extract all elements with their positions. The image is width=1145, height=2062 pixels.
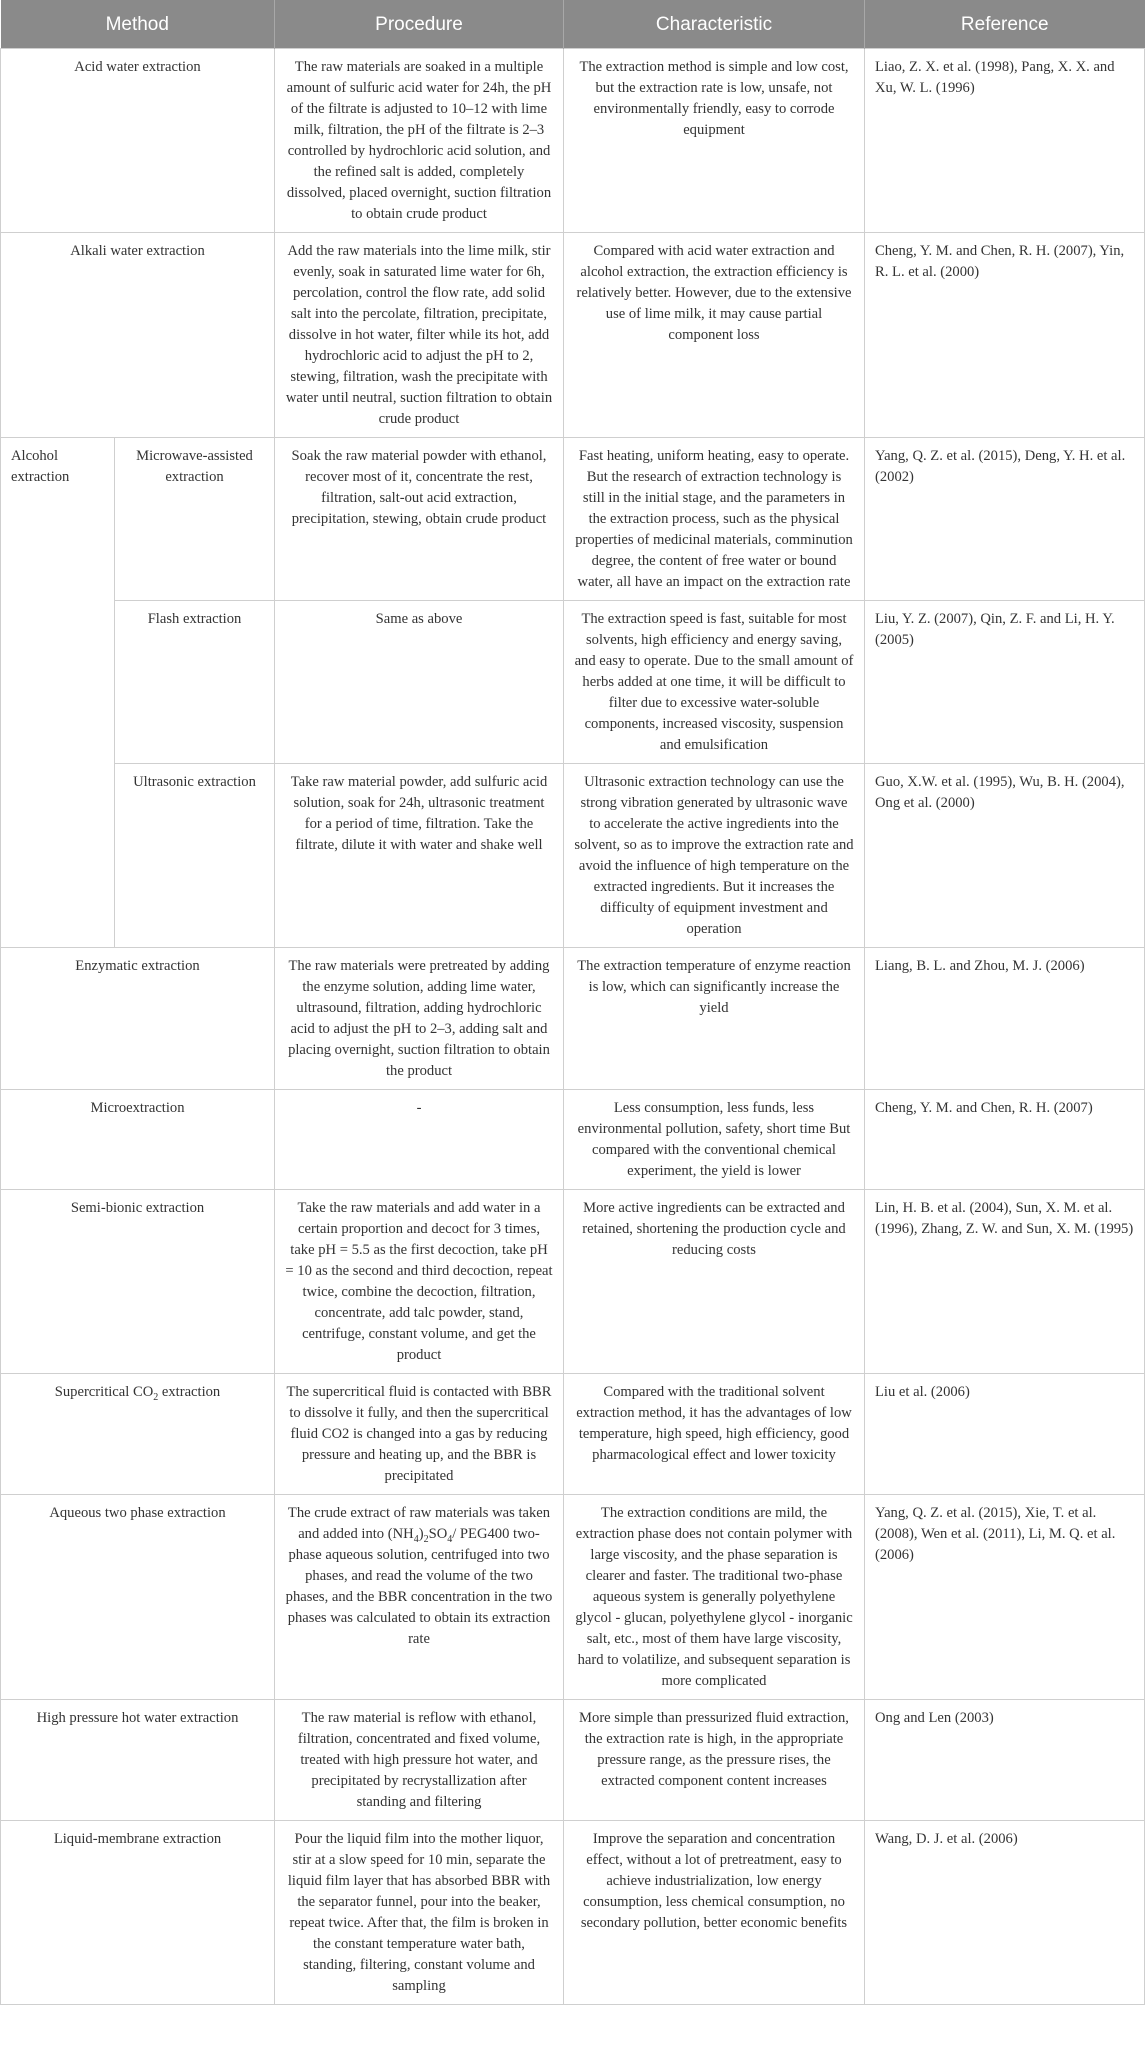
reference-cell: Yang, Q. Z. et al. (2015), Deng, Y. H. et al. (2002) [865,438,1145,601]
characteristic-cell: Compared with the traditional solvent extraction method, it has the advantages of low temperature, high speed, high efficiency, good pharmacological effect and lower toxicity [564,1374,865,1495]
subscript: 2 [423,1533,429,1545]
procedure-text: / PEG400 two-phase aqueous solution, centrifuged into two phases, and read the volume of the two phases, and the BBR concentration in the two phases was calculated to obtain its extraction rate [285,1526,553,1647]
characteristic-cell: The extraction conditions are mild, the extraction phase does not contain polymer with large viscosity, and the phase separation is clearer and faster. The traditional two-phase aqueous system is generally polyethylene glycol - glucan, polyethylene glycol - inorganic salt, etc., most of them have large viscosity, hard to volatilize, and subsequent separation is more complicated [564,1495,865,1700]
method-text: extraction [158,1384,221,1400]
table-row [1,601,1145,764]
method-cell: Alkali water extraction [1,233,275,438]
characteristic-cell: Improve the separation and concentration effect, without a lot of pretreatment, easy to achieve industrialization, low energy consumption, less chemical consumption, no secondary pollution, better economic benefits [564,1821,865,2005]
method-cell: Ultrasonic extraction [115,764,275,948]
procedure-cell: Pour the liquid film into the mother liquor, stir at a slow speed for 10 min, separate the liquid film layer that has absorbed BBR with the separator funnel, pour into the beaker, repeat twice. After that, the film is broken in the constant temperature water bath, standing, filtering, constant volume and sampling [275,1821,564,2005]
reference-cell: Yang, Q. Z. et al. (2015), Xie, T. et al. (2008), Wen et al. (2011), Li, M. Q. et al. (2006) [865,1495,1145,1700]
table-body [1,49,1145,2005]
table-row [1,1090,1145,1190]
procedure-text: The crude extract of raw materials was taken and added into (NH [287,1505,551,1542]
reference-cell: Liu et al. (2006) [865,1374,1145,1495]
method-cell: Aqueous two phase extraction [1,1495,275,1700]
method-cell: Semi-bionic extraction [1,1190,275,1374]
procedure-cell: The raw materials were pretreated by adding the enzyme solution, adding lime water, ultrasound, filtration, adding hydrochloric acid to adjust the pH to 2–3, adding salt and placing overnight, suction filtration to obtain the product [275,948,564,1090]
characteristic-cell: More active ingredients can be extracted and retained, shortening the production cycle and reducing costs [564,1190,865,1374]
table-row [1,1821,1145,2005]
reference-cell: Ong and Len (2003) [865,1700,1145,1821]
header-row [1,0,1145,49]
subscript: 2 [153,1391,159,1403]
method-cell: Microextraction [1,1090,275,1190]
procedure-cell: Take raw material powder, add sulfuric acid solution, soak for 24h, ultrasonic treatment for a period of time, filtration. Take the filtrate, dilute it with water and shake well [275,764,564,948]
characteristic-cell: Compared with acid water extraction and alcohol extraction, the extraction efficiency is relatively better. However, due to the extensive use of lime milk, it may cause partial component loss [564,233,865,438]
method-text: Supercritical CO [54,1384,154,1400]
subscript: 4 [413,1533,419,1545]
table-row [1,1495,1145,1700]
procedure-text: SO [428,1526,448,1542]
characteristic-cell: Less consumption, less funds, less environmental pollution, safety, short time But compared with the conventional chemical experiment, the yield is lower [564,1090,865,1190]
procedure-cell: Same as above [275,601,564,764]
table-row [1,438,1145,601]
header-reference: Reference [865,0,1145,49]
method-cell: Acid water extraction [1,49,275,233]
table-row [1,233,1145,438]
procedure-cell: Add the raw materials into the lime milk, stir evenly, soak in saturated lime water for 6h, percolation, control the flow rate, add solid salt into the percolate, filtration, precipitate, dissolve in hot water, filter while its hot, add hydrochloric acid to adjust the pH to 2, stewing, filtration, wash the precipitate with water until neutral, suction filtration to obtain crude product [275,233,564,438]
reference-cell: Liang, B. L. and Zhou, M. J. (2006) [865,948,1145,1090]
reference-cell: Cheng, Y. M. and Chen, R. H. (2007) [865,1090,1145,1190]
procedure-cell: Take the raw materials and add water in a certain proportion and decoct for 3 times, take pH = 5.5 as the first decoction, take pH = 10 as the second and third decoction, repeat twice, combine the decoction, filtration, concentrate, add talc powder, stand, centrifuge, constant volume, and get the product [275,1190,564,1374]
subscript: 4 [447,1533,453,1545]
header-procedure: Procedure [275,0,564,49]
group-cell-alcohol-extraction: Alcohol extraction [1,438,115,948]
table-row [1,764,1145,948]
characteristic-cell: The extraction temperature of enzyme reaction is low, which can significantly increase the yield [564,948,865,1090]
procedure-cell: Soak the raw material powder with ethanol, recover most of it, concentrate the rest, filtration, salt-out acid extraction, precipitation, stewing, obtain crude product [275,438,564,601]
table-header [1,0,1145,49]
method-cell: High pressure hot water extraction [1,1700,275,1821]
table-row [1,49,1145,233]
procedure-cell: - [275,1090,564,1190]
method-cell: Enzymatic extraction [1,948,275,1090]
characteristic-cell: Fast heating, uniform heating, easy to operate. But the research of extraction technology is still in the initial stage, and the parameters in the extraction process, such as the physical properties of medicinal materials, comminution degree, the content of free water or bound water, all have an impact on the extraction rate [564,438,865,601]
method-cell: Microwave-assisted extraction [115,438,275,601]
table-row [1,948,1145,1090]
header-characteristic: Characteristic [564,0,865,49]
procedure-cell: The supercritical fluid is contacted with BBR to dissolve it fully, and then the supercritical fluid CO2 is changed into a gas by reducing pressure and heating up, and the BBR is precipitated [275,1374,564,1495]
method-cell: Liquid-membrane extraction [1,1821,275,2005]
table-row [1,1700,1145,1821]
reference-cell: Liu, Y. Z. (2007), Qin, Z. F. and Li, H. Y. (2005) [865,601,1145,764]
header-method: Method [1,0,275,49]
procedure-cell [275,1495,564,1700]
characteristic-cell: The extraction method is simple and low cost, but the extraction rate is low, unsafe, not environmentally friendly, easy to corrode equipment [564,49,865,233]
reference-cell: Wang, D. J. et al. (2006) [865,1821,1145,2005]
method-cell: Flash extraction [115,601,275,764]
characteristic-cell: Ultrasonic extraction technology can use the strong vibration generated by ultrasonic wave to accelerate the active ingredients into the solvent, so as to improve the extraction rate and avoid the influence of high temperature on the extracted ingredients. But it increases the difficulty of equipment investment and operation [564,764,865,948]
characteristic-cell: More simple than pressurized fluid extraction, the extraction rate is high, in the appropriate pressure range, as the pressure rises, the extracted component content increases [564,1700,865,1821]
method-cell [1,1374,275,1495]
table-row [1,1374,1145,1495]
procedure-cell: The raw material is reflow with ethanol, filtration, concentrated and fixed volume, treated with high pressure hot water, and precipitated by recrystallization after standing and filtering [275,1700,564,1821]
reference-cell: Liao, Z. X. et al. (1998), Pang, X. X. and Xu, W. L. (1996) [865,49,1145,233]
reference-cell: Guo, X.W. et al. (1995), Wu, B. H. (2004), Ong et al. (2000) [865,764,1145,948]
procedure-text: ) [418,1526,424,1542]
procedure-cell: The raw materials are soaked in a multiple amount of sulfuric acid water for 24h, the pH of the filtrate is adjusted to 10–12 with lime milk, filtration, the pH of the filtrate is 2–3 controlled by hydrochloric acid solution, and the refined salt is added, completely dissolved, placed overnight, suction filtration to obtain crude product [275,49,564,233]
reference-cell: Lin, H. B. et al. (2004), Sun, X. M. et al. (1996), Zhang, Z. W. and Sun, X. M. (1995) [865,1190,1145,1374]
table-row [1,1190,1145,1374]
characteristic-cell: The extraction speed is fast, suitable for most solvents, high efficiency and energy saving, and easy to operate. Due to the small amount of herbs added at one time, it will be difficult to filter due to excessive water-soluble components, increased viscosity, suspension and emulsification [564,601,865,764]
reference-cell: Cheng, Y. M. and Chen, R. H. (2007), Yin, R. L. et al. (2000) [865,233,1145,438]
